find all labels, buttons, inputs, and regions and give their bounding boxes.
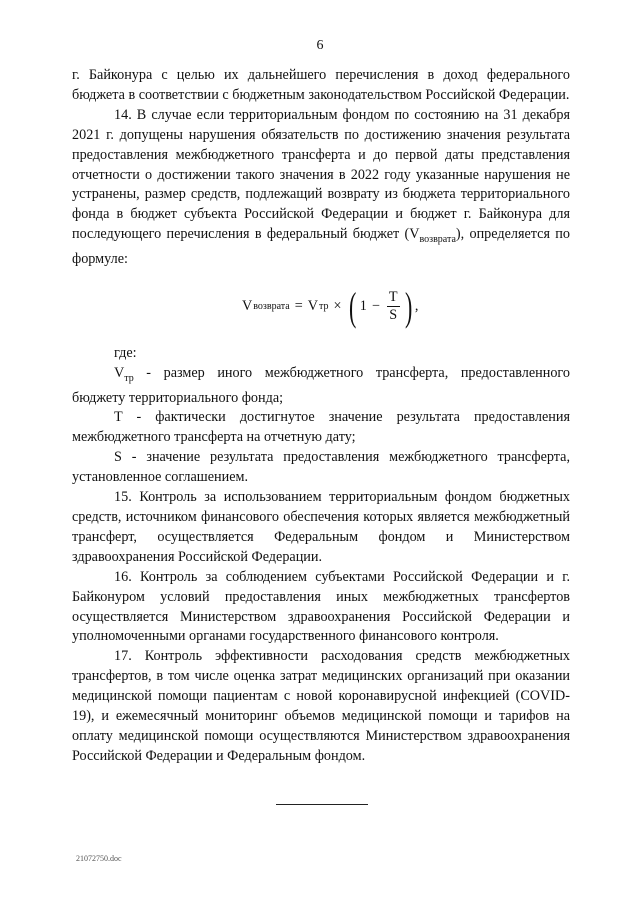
paragraph-14 [72, 106, 570, 270]
vtr-subscript: тр [124, 372, 134, 384]
page-number: 6 [316, 38, 324, 53]
paragraph-14-text: 14. В случае если территориальным фондом по состоянию на 31 декабря 2021 г. допущены нарушения обязательств по достижению значения результата предоставления межбюджетного трансферта и до первой даты представления отчетности о достижении такого значения в 2022 году указанные нарушения не устранены, размер средств, подлежащий возврату из бюджета территориального фонда в бюджет субъекта Российской Федерации и бюджет г. Байконура для последующего перечисления в федеральный бюджет ( [72, 106, 570, 243]
v-return-symbol: V [409, 226, 420, 243]
formula-times: × [333, 297, 342, 314]
formula-comma: , [414, 297, 419, 314]
formula-lhs-sub: возврата [253, 300, 290, 312]
formula-fraction [387, 289, 400, 324]
definition-t: T - фактически достигнутое значение результата предоставления межбюджетного трансферта на отчетную дату; [72, 409, 570, 446]
formula-right-paren: ) [404, 283, 412, 329]
paragraph-15: 15. Контроль за использованием территориальным фондом бюджетных средств, источником финансового обеспечения которых является межбюджетный трансферт, осуществляется Федеральным фондом и Министерством здравоохранения Российской Федерации. [72, 489, 570, 565]
formula-one: 1 [359, 297, 367, 314]
where-label: где: [114, 344, 137, 361]
formula-expression [242, 280, 418, 334]
formula-rhs-sub: тр [318, 300, 329, 312]
definition-vtr [72, 364, 570, 409]
formula-left-paren: ( [349, 283, 357, 329]
formula-rhs-var: V [307, 297, 318, 314]
paragraph-continuation: г. Байконура с целью их дальнейшего перечисления в доход федерального бюджета в соответствии с бюджетным законодательством Российской Федерации. [72, 67, 570, 103]
formula-denominator: S [389, 307, 398, 324]
document-body [72, 66, 570, 767]
footer-divider [276, 804, 368, 805]
formula-lhs-var: V [242, 297, 253, 314]
formula-numerator: T [388, 289, 398, 306]
definition-s: S - значение результата предоставления межбюджетного трансферта, установленное соглашением. [72, 449, 570, 486]
file-name: 21072750.doc [76, 854, 122, 863]
vtr-definition-text: - размер иного межбюджетного трансферта, предоставленного бюджету территориального фонда; [72, 364, 570, 406]
formula-minus: − [371, 297, 380, 314]
paragraph-16: 16. Контроль за соблюдением субъектами Российской Федерации и г. Байконуром условий предоставления иных межбюджетных трансфертов осуществляется Министерством здравоохранения Российской Федерации и уполномоченными органами государственного финансового контроля. [72, 568, 570, 645]
v-return-subscript: возврата [419, 234, 456, 246]
vtr-symbol: V [114, 364, 125, 381]
paragraph-17: 17. Контроль эффективности расходования средств межбюджетных трансфертов, в том числе оценка затрат медицинских организаций при оказании медицинской помощи пациентам с новой коронавирусной инфекцией (COVID-19), и ежемесячный мониторинг объемов медицинской помощи и тарифов на оплату медицинской помощи осуществляются Министерством здравоохранения Российской Федерации и Федеральным фондом. [72, 648, 570, 764]
formula [72, 270, 570, 344]
formula-equals: = [294, 297, 303, 314]
paragraph-14-tail: ), определяется по формуле: [72, 226, 570, 267]
